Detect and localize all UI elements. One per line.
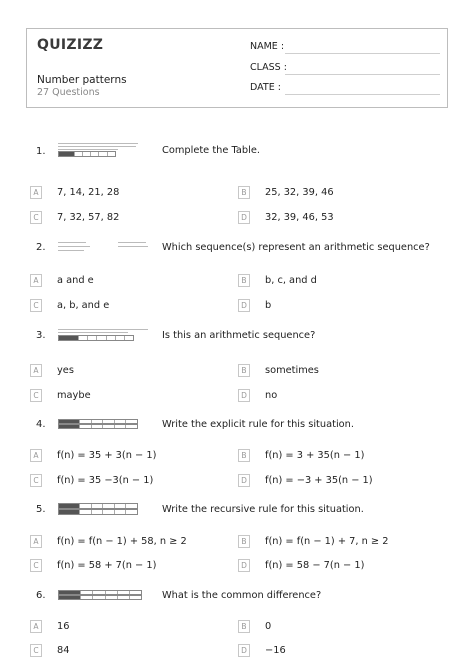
question-text: Which sequence(s) represent an arithmetic sequence? bbox=[162, 242, 430, 253]
option-c-text[interactable]: 7, 32, 57, 82 bbox=[57, 212, 120, 223]
option-b-text[interactable]: 25, 32, 39, 46 bbox=[265, 187, 334, 198]
option-b-box[interactable]: B bbox=[238, 449, 250, 462]
option-c-box[interactable]: C bbox=[30, 389, 42, 402]
question-6-image bbox=[56, 589, 150, 605]
option-a-box[interactable]: A bbox=[30, 449, 42, 462]
question-text: Write the recursive rule for this situation. bbox=[162, 504, 364, 515]
class-line[interactable] bbox=[285, 73, 440, 75]
option-a-box[interactable]: A bbox=[30, 274, 42, 287]
date-line[interactable] bbox=[285, 93, 440, 95]
question-1-image bbox=[56, 142, 150, 158]
option-d-text[interactable]: no bbox=[265, 390, 278, 401]
option-c-text[interactable]: 84 bbox=[57, 645, 70, 656]
option-c-box[interactable]: C bbox=[30, 644, 42, 657]
question-number: 6. bbox=[36, 590, 46, 601]
question-number: 3. bbox=[36, 330, 46, 341]
option-d-box[interactable]: D bbox=[238, 474, 250, 487]
option-c-box[interactable]: C bbox=[30, 474, 42, 487]
question-2-image bbox=[56, 240, 150, 256]
option-d-text[interactable]: f(n) = −3 + 35(n − 1) bbox=[265, 475, 373, 486]
question-number: 4. bbox=[36, 419, 46, 430]
option-a-text[interactable]: a and e bbox=[57, 275, 94, 286]
option-c-text[interactable]: f(n) = 35 −3(n − 1) bbox=[57, 475, 154, 486]
option-c-box[interactable]: C bbox=[30, 299, 42, 312]
option-d-box[interactable]: D bbox=[238, 389, 250, 402]
option-d-text[interactable]: f(n) = 58 − 7(n − 1) bbox=[265, 560, 365, 571]
question-count: 27 Questions bbox=[37, 87, 100, 98]
option-b-text[interactable]: f(n) = f(n − 1) + 7, n ≥ 2 bbox=[265, 536, 389, 547]
question-number: 5. bbox=[36, 504, 46, 515]
option-b-box[interactable]: B bbox=[238, 620, 250, 633]
question-5-image bbox=[56, 502, 150, 518]
option-a-box[interactable]: A bbox=[30, 364, 42, 377]
quizizz-logo: QUIZIZZ bbox=[37, 37, 104, 53]
option-d-text[interactable]: b bbox=[265, 300, 272, 311]
option-c-box[interactable]: C bbox=[30, 211, 42, 224]
question-4-image bbox=[56, 418, 150, 434]
option-a-box[interactable]: A bbox=[30, 186, 42, 199]
option-b-box[interactable]: B bbox=[238, 186, 250, 199]
date-label: DATE : bbox=[250, 82, 281, 93]
option-b-text[interactable]: f(n) = 3 + 35(n − 1) bbox=[265, 450, 365, 461]
name-line[interactable] bbox=[285, 52, 440, 54]
question-number: 2. bbox=[36, 242, 46, 253]
option-d-box[interactable]: D bbox=[238, 559, 250, 572]
question-number: 1. bbox=[36, 146, 46, 157]
option-a-text[interactable]: 16 bbox=[57, 621, 70, 632]
name-label: NAME : bbox=[250, 41, 285, 52]
question-3-image bbox=[56, 328, 150, 344]
question-text: Complete the Table. bbox=[162, 145, 260, 156]
option-a-text[interactable]: f(n) = f(n − 1) + 58, n ≥ 2 bbox=[57, 536, 187, 547]
option-d-box[interactable]: D bbox=[238, 211, 250, 224]
option-c-text[interactable]: a, b, and e bbox=[57, 300, 110, 311]
question-text: Is this an arithmetic sequence? bbox=[162, 330, 316, 341]
option-d-box[interactable]: D bbox=[238, 299, 250, 312]
option-a-box[interactable]: A bbox=[30, 620, 42, 633]
class-label: CLASS : bbox=[250, 62, 287, 73]
option-c-text[interactable]: maybe bbox=[57, 390, 91, 401]
option-d-box[interactable]: D bbox=[238, 644, 250, 657]
option-b-box[interactable]: B bbox=[238, 274, 250, 287]
option-a-box[interactable]: A bbox=[30, 535, 42, 548]
option-b-box[interactable]: B bbox=[238, 364, 250, 377]
worksheet-header bbox=[26, 28, 448, 108]
option-d-text[interactable]: −16 bbox=[265, 645, 286, 656]
option-d-text[interactable]: 32, 39, 46, 53 bbox=[265, 212, 334, 223]
option-a-text[interactable]: f(n) = 35 + 3(n − 1) bbox=[57, 450, 157, 461]
option-a-text[interactable]: 7, 14, 21, 28 bbox=[57, 187, 120, 198]
option-b-text[interactable]: 0 bbox=[265, 621, 272, 632]
option-b-box[interactable]: B bbox=[238, 535, 250, 548]
option-c-box[interactable]: C bbox=[30, 559, 42, 572]
question-text: Write the explicit rule for this situation. bbox=[162, 419, 354, 430]
option-c-text[interactable]: f(n) = 58 + 7(n − 1) bbox=[57, 560, 157, 571]
option-b-text[interactable]: sometimes bbox=[265, 365, 319, 376]
option-b-text[interactable]: b, c, and d bbox=[265, 275, 317, 286]
question-text: What is the common difference? bbox=[162, 590, 322, 601]
worksheet-title: Number patterns bbox=[37, 74, 127, 86]
option-a-text[interactable]: yes bbox=[57, 365, 74, 376]
